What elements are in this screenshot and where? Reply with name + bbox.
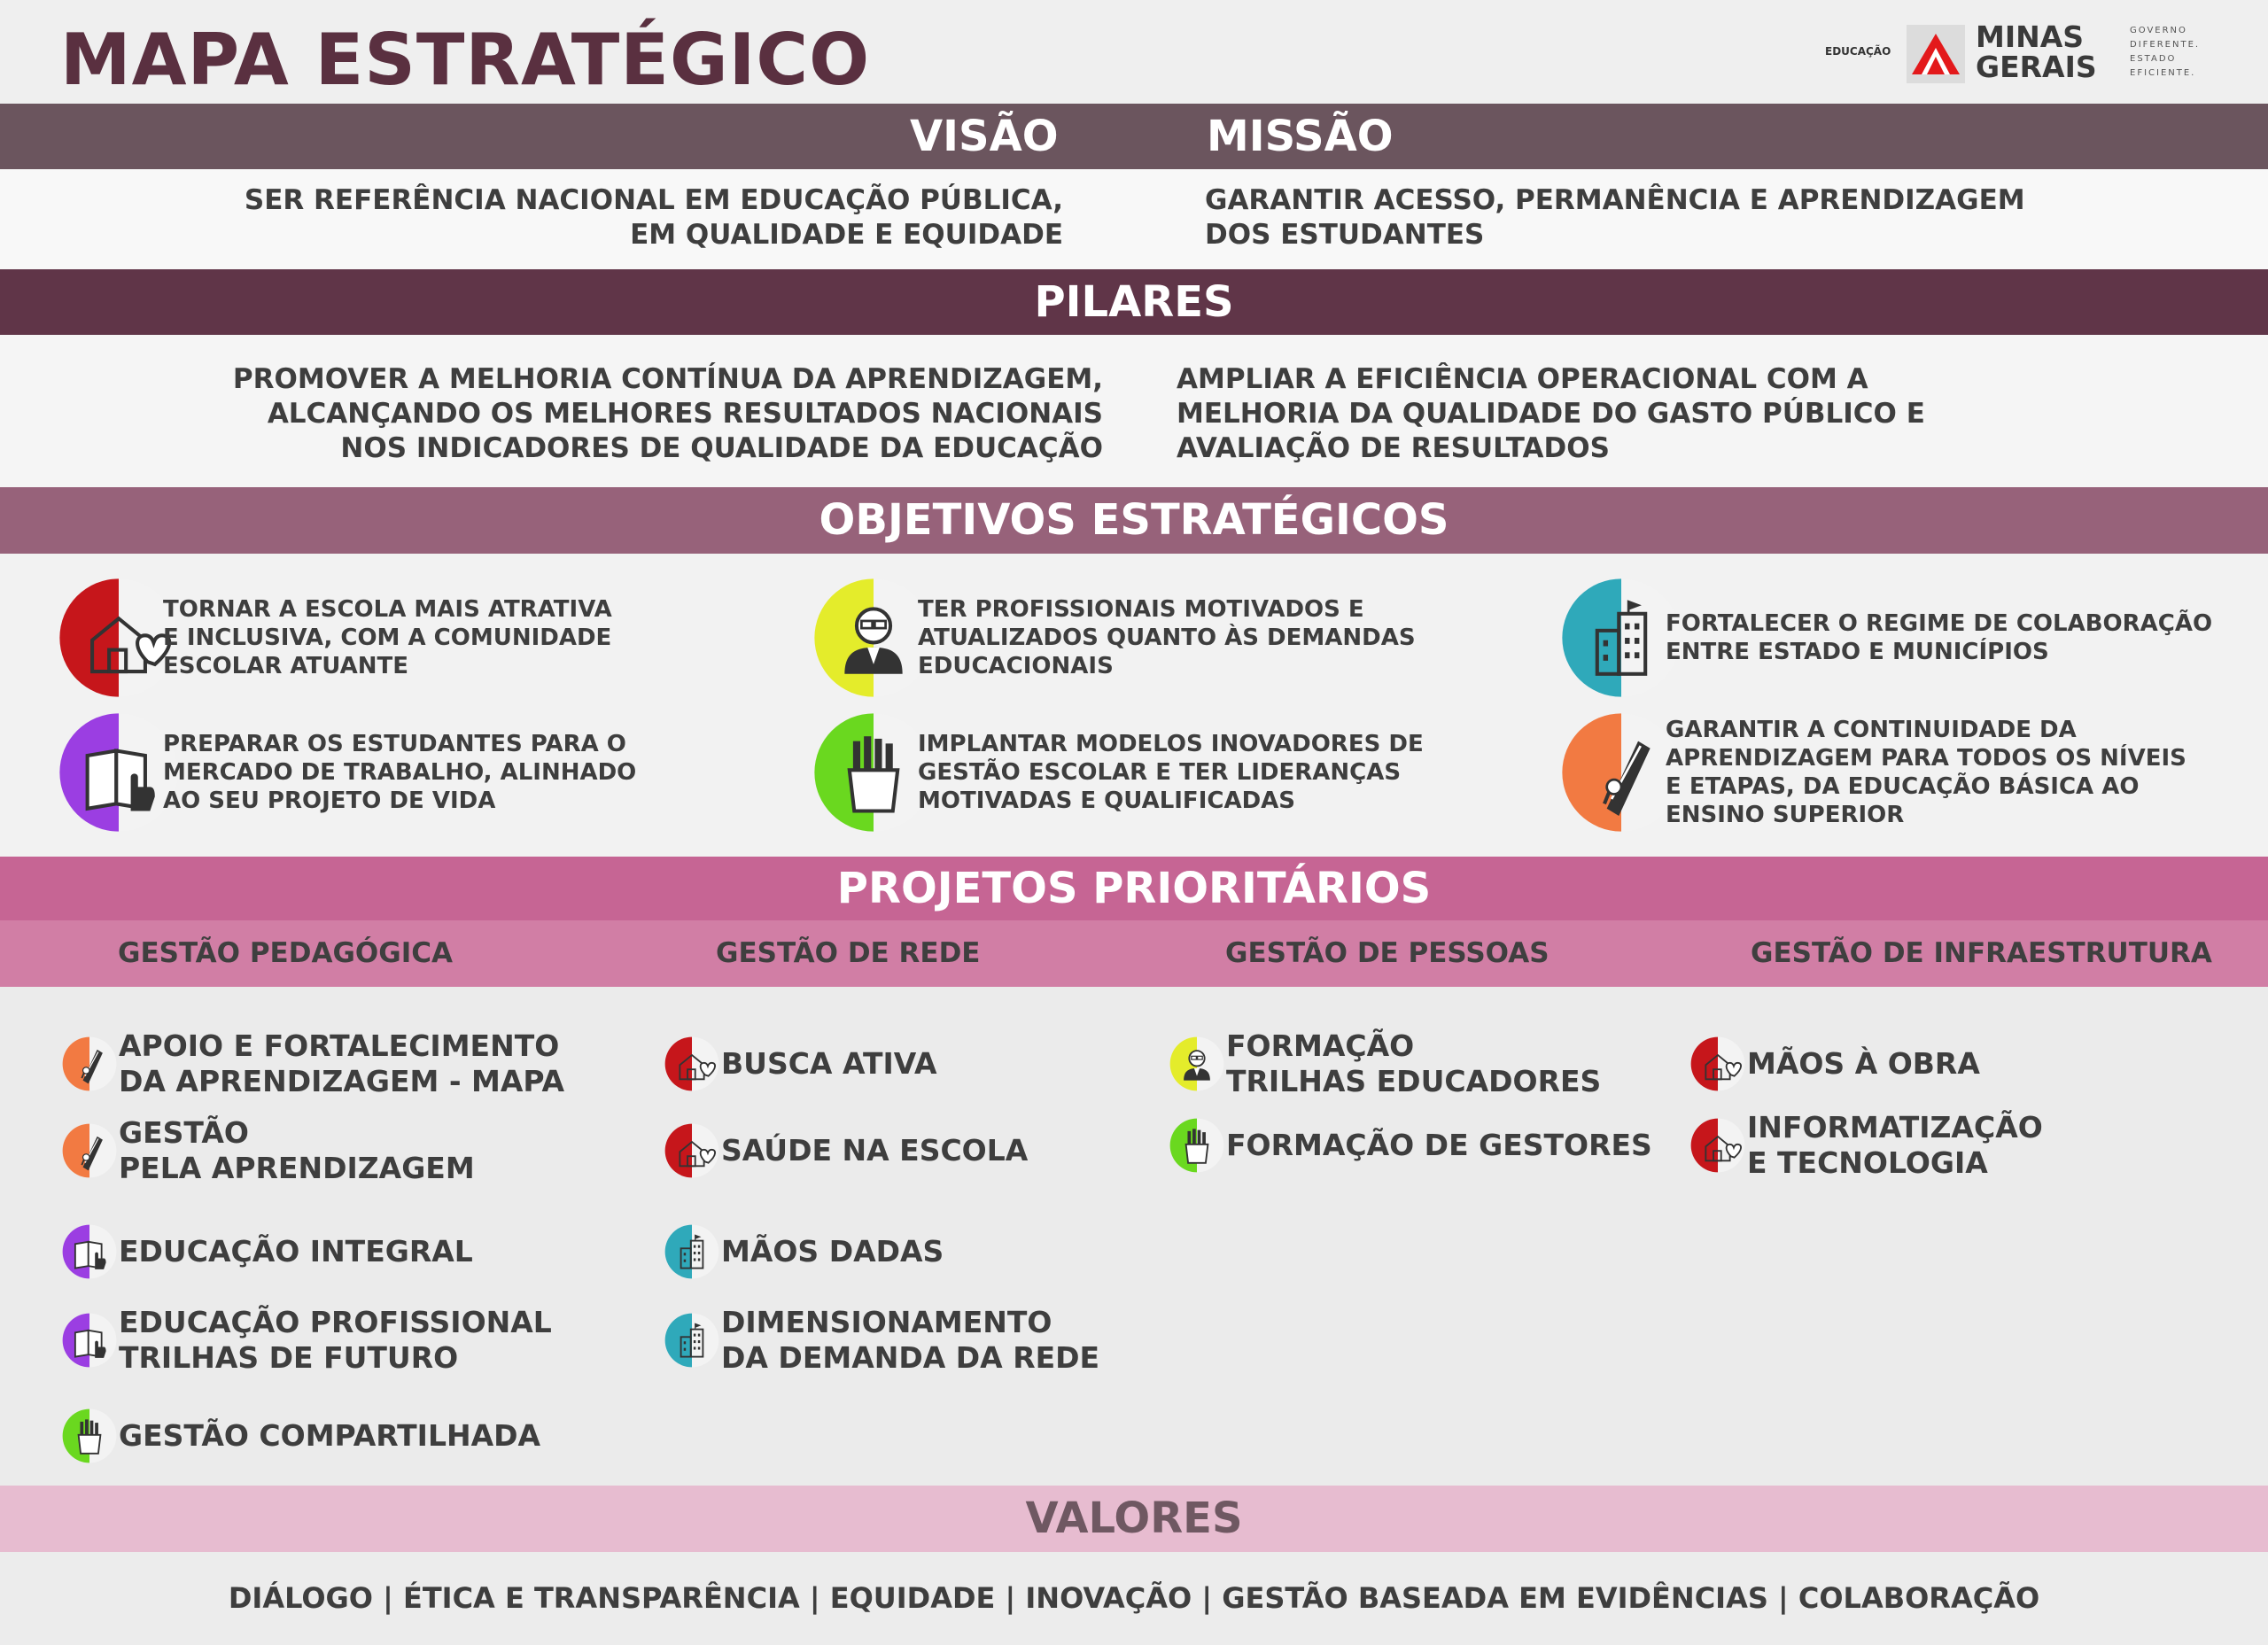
objective-text: GARANTIR A CONTINUIDADE DA APRENDIZAGEM PARA TODOS OS NÍVEIS E ETAPAS, DA EDUCAÇÃO BÁSICA AO ENSINO SUPERIOR <box>1666 717 2186 828</box>
school-heart-icon <box>1690 1036 1745 1091</box>
project-item: EDUCAÇÃO INTEGRAL <box>119 1234 473 1269</box>
buildings-icon <box>1561 578 1682 698</box>
school-heart-icon <box>58 578 179 698</box>
minas-gerais-emblem-icon <box>1907 25 1965 83</box>
government-logo <box>1825 19 2215 89</box>
logo-brand: MINAS GERAIS <box>1976 19 2097 84</box>
project-item: FORMAÇÃO TRILHAS EDUCADORES <box>1226 1028 1602 1098</box>
objective-text: TER PROFISSIONAIS MOTIVADOS E ATUALIZADOS QUANTO ÀS DEMANDAS EDUCACIONAIS <box>918 596 1416 679</box>
vision-text: SER REFERÊNCIA NACIONAL EM EDUCAÇÃO PÚBLICA, EM QUALIDADE E EQUIDADE <box>244 184 1063 251</box>
column-title-rede: GESTÃO DE REDE <box>716 937 981 969</box>
buildings-icon <box>664 1313 719 1368</box>
pencil-cup-icon <box>62 1408 117 1463</box>
book-hand-icon <box>58 712 179 833</box>
project-item: MÃOS À OBRA <box>1747 1046 1980 1081</box>
objectives-heading: OBJETIVOS ESTRATÉGICOS <box>819 495 1449 545</box>
diploma-icon <box>62 1036 117 1091</box>
projects-heading: PROJETOS PRIORITÁRIOS <box>836 864 1432 913</box>
diploma-icon <box>1561 712 1682 833</box>
objective-text: FORTALECER O REGIME DE COLABORAÇÃO ENTRE ESTADO E MUNICÍPIOS <box>1666 610 2213 665</box>
objective-text: PREPARAR OS ESTUDANTES PARA O MERCADO DE TRABALHO, ALINHADO AO SEU PROJETO DE VIDA <box>163 731 637 814</box>
project-item: APOIO E FORTALECIMENTO DA APRENDIZAGEM - MAPA <box>119 1028 565 1098</box>
mission-heading: MISSÃO <box>1207 112 1394 161</box>
pencil-cup-icon <box>813 712 934 833</box>
project-item: BUSCA ATIVA <box>721 1046 937 1081</box>
objective-text: IMPLANTAR MODELOS INOVADORES DE GESTÃO ESCOLAR E TER LIDERANÇAS MOTIVADAS E QUALIFICADAS <box>918 731 1424 814</box>
school-heart-icon <box>664 1123 719 1178</box>
project-item: FORMAÇÃO DE GESTORES <box>1226 1128 1652 1162</box>
page-title: MAPA ESTRATÉGICO <box>60 19 871 101</box>
mission-text: GARANTIR ACESSO, PERMANÊNCIA E APRENDIZAGEM DOS ESTUDANTES <box>1205 184 2025 251</box>
teacher-icon <box>813 578 934 698</box>
buildings-icon <box>664 1224 719 1279</box>
column-title-pessoas: GESTÃO DE PESSOAS <box>1225 937 1550 969</box>
school-heart-icon <box>1690 1118 1745 1173</box>
project-item: DIMENSIONAMENTO DA DEMANDA DA REDE <box>721 1305 1100 1375</box>
logo-education-label: EDUCAÇÃO <box>1825 45 1891 58</box>
school-heart-icon <box>664 1036 719 1091</box>
project-item: INFORMATIZAÇÃO E TECNOLOGIA <box>1747 1110 2043 1180</box>
project-item: GESTÃO PELA APRENDIZAGEM <box>119 1115 475 1185</box>
teacher-icon <box>1169 1036 1224 1091</box>
values-heading: VALORES <box>1025 1494 1243 1543</box>
diploma-icon <box>62 1123 117 1178</box>
pillars-heading: PILARES <box>1034 277 1234 327</box>
book-hand-icon <box>62 1313 117 1368</box>
project-item: MÃOS DADAS <box>721 1234 944 1269</box>
pillar-efficiency-text: AMPLIAR A EFICIÊNCIA OPERACIONAL COM A MELHORIA DA QUALIDADE DO GASTO PÚBLICO E AVALIAÇÃO DE RESULTADOS <box>1177 363 1925 464</box>
vision-heading: VISÃO <box>910 112 1059 161</box>
book-hand-icon <box>62 1224 117 1279</box>
column-title-pedagogica: GESTÃO PEDAGÓGICA <box>118 937 453 969</box>
project-item: GESTÃO COMPARTILHADA <box>119 1418 541 1453</box>
project-item: SAÚDE NA ESCOLA <box>721 1133 1029 1168</box>
objective-text: TORNAR A ESCOLA MAIS ATRATIVA E INCLUSIVA, COM A COMUNIDADE ESCOLAR ATUANTE <box>163 596 612 679</box>
values-text: DIÁLOGO | ÉTICA E TRANSPARÊNCIA | EQUIDADE | INOVAÇÃO | GESTÃO BASEADA EM EVIDÊNCIAS | COLABORAÇÃO <box>228 1581 2040 1615</box>
pillar-learning-text: PROMOVER A MELHORIA CONTÍNUA DA APRENDIZAGEM, ALCANÇANDO OS MELHORES RESULTADOS NACIONAIS NOS INDICADORES DE QUALIDADE DA EDUCAÇÃO <box>232 363 1103 464</box>
logo-tagline: GOVERNO DIFERENTE. ESTADO EFICIENTE. <box>2130 26 2201 78</box>
pencil-cup-icon <box>1169 1118 1224 1173</box>
project-item: EDUCAÇÃO PROFISSIONAL TRILHAS DE FUTURO <box>119 1305 552 1375</box>
vision-mission-band <box>0 104 2268 169</box>
column-title-infraestrutura: GESTÃO DE INFRAESTRUTURA <box>1751 937 2212 969</box>
